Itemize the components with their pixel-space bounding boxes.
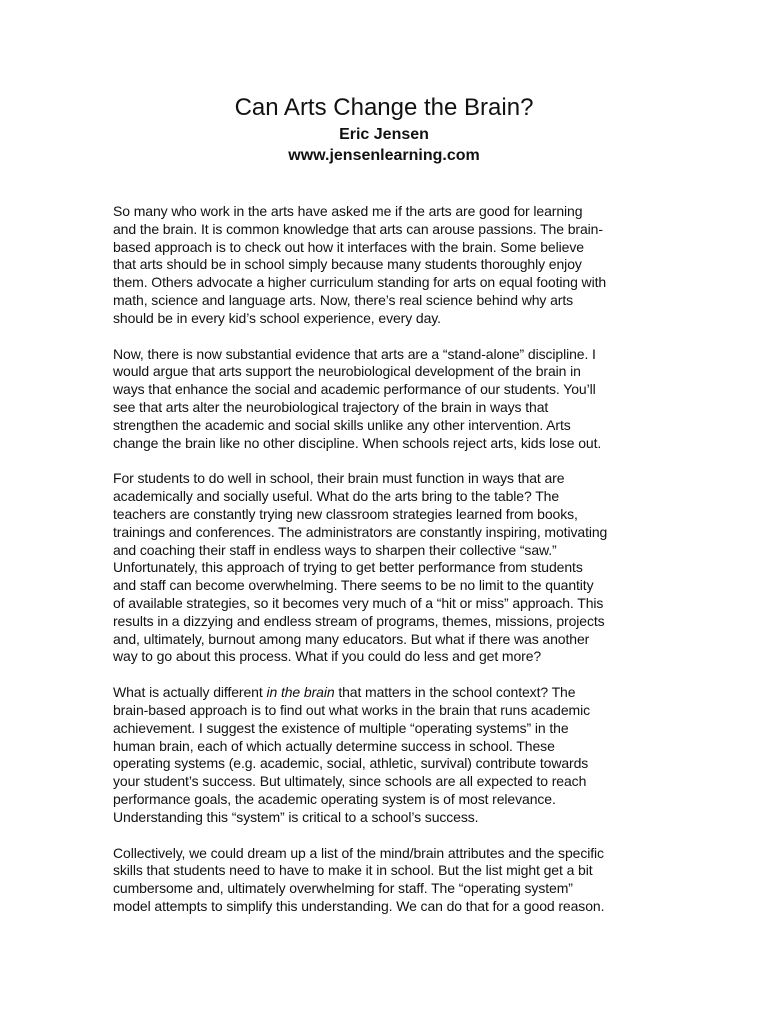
author-website: www.jensenlearning.com bbox=[288, 147, 480, 164]
text-line bbox=[113, 684, 665, 702]
text-line: and the brain. It is common knowledge that arts can arouse passions. The brain- bbox=[113, 220, 603, 237]
text-line: Understanding this “system” is critical to a school’s success. bbox=[113, 808, 479, 825]
text-line: brain-based approach is to find out what works in the brain that runs academic bbox=[113, 701, 591, 718]
document-header bbox=[0, 92, 768, 166]
text-line: Unfortunately, this approach of trying to get better performance from students bbox=[113, 559, 583, 576]
text-line: operating systems (e.g. academic, social, athletic, survival) contribute towards bbox=[113, 755, 589, 772]
text-line: should be in every kid’s school experience, every day. bbox=[113, 309, 441, 326]
text-line: based approach is to check out how it interfaces with the brain. Some believe bbox=[113, 238, 584, 255]
text-line: academically and socially useful. What do the arts bring to the table? The bbox=[113, 488, 560, 505]
text-line: For students to do well in school, their brain must function in ways that are bbox=[113, 470, 565, 487]
text-line: cumbersome and, ultimately overwhelming for staff. The “operating system” bbox=[113, 880, 573, 897]
text-line: Now, there is now substantial evidence that arts are a “stand-alone” discipline. I bbox=[113, 345, 596, 362]
text-line: achievement. I suggest the existence of multiple “operating systems” in the bbox=[113, 719, 569, 736]
text-line: skills that students need to have to make it in school. But the list might get a bit bbox=[113, 862, 593, 879]
text-line: math, science and language arts. Now, there’s real science behind why arts bbox=[113, 291, 574, 308]
text-line: strengthen the academic and social skills unlike any other intervention. Arts bbox=[113, 416, 571, 433]
text-line: way to go about this process. What if you could do less and get more? bbox=[113, 648, 542, 665]
paragraph-2 bbox=[113, 346, 665, 453]
article-body bbox=[113, 203, 665, 934]
text-line: that arts should be in school simply because many students thoroughly enjoy bbox=[113, 256, 582, 273]
page-title: Can Arts Change the Brain? bbox=[234, 94, 534, 121]
text-line: would argue that arts support the neurobiological development of the brain in bbox=[113, 363, 581, 380]
text-line: human brain, each of which actually determine success in school. These bbox=[113, 737, 555, 754]
text-line: see that arts alter the neurobiological trajectory of the brain in ways that bbox=[113, 398, 549, 415]
paragraph-5 bbox=[113, 845, 665, 916]
text-line: performance goals, the academic operating system is of most relevance. bbox=[113, 790, 556, 807]
author-name: Eric Jensen bbox=[339, 126, 429, 143]
text-line: and coaching their staff in endless ways to sharpen their collective “saw.” bbox=[113, 541, 557, 558]
text-run: What is actually different bbox=[113, 684, 267, 701]
text-line: trainings and conferences. The administrators are constantly inspiring, motivating bbox=[113, 523, 608, 540]
text-line: ways that enhance the social and academic performance of our students. You’ll bbox=[113, 381, 596, 398]
text-run: that matters in the school context? The bbox=[334, 684, 576, 701]
text-line: of available strategies, so it becomes very much of a “hit or miss” approach. This bbox=[113, 594, 604, 611]
text-line: teachers are constantly trying new classroom strategies learned from books, bbox=[113, 505, 578, 522]
text-line: change the brain like no other discipline. When schools reject arts, kids lose out. bbox=[113, 434, 602, 451]
paragraph-1 bbox=[113, 203, 665, 328]
text-line: model attempts to simplify this understanding. We can do that for a good reason. bbox=[113, 897, 605, 914]
text-line: results in a dizzying and endless stream of programs, themes, missions, projects bbox=[113, 612, 605, 629]
text-line: So many who work in the arts have asked me if the arts are good for learning bbox=[113, 203, 583, 219]
text-line: and staff can become overwhelming. There seems to be no limit to the quantity bbox=[113, 577, 594, 594]
text-line: your student’s success. But ultimately, since schools are all expected to reach bbox=[113, 773, 587, 790]
text-line: them. Others advocate a higher curriculum standing for arts on equal footing with bbox=[113, 274, 607, 291]
paragraph-4 bbox=[113, 684, 665, 826]
text-line: Collectively, we could dream up a list of the mind/brain attributes and the specific bbox=[113, 844, 604, 861]
paragraph-3 bbox=[113, 470, 665, 666]
text-line: and, ultimately, burnout among many educators. But what if there was another bbox=[113, 630, 590, 647]
emphasized-text: in the brain bbox=[266, 684, 335, 701]
